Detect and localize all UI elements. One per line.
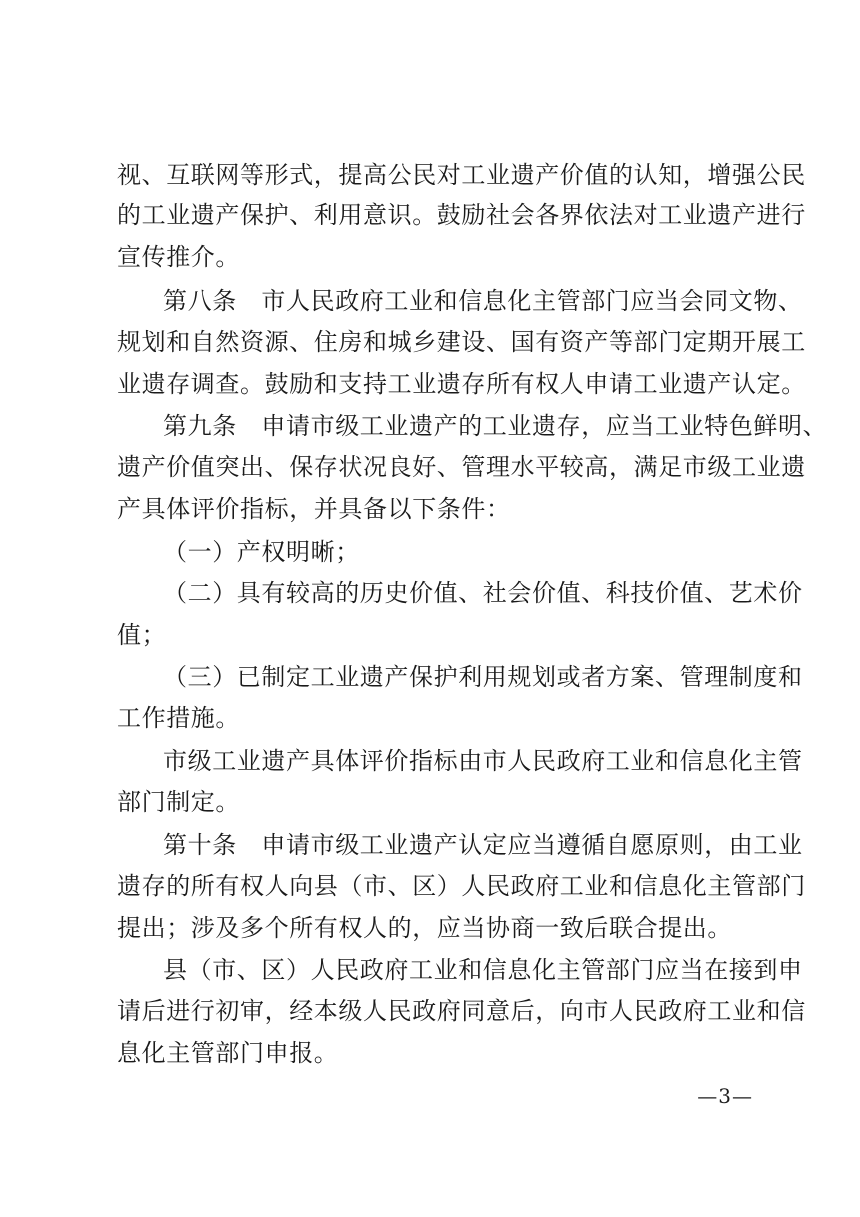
text-line: 遗存的所有权人向县（市、区）人民政府工业和信息化主管部门: [117, 872, 806, 900]
list-item-2: （二）具有较高的历史价值、社会价值、科技价值、艺术价: [163, 579, 803, 607]
text-line: 视、互联网等形式，提高公民对工业遗产价值的认知，增强公民: [117, 161, 806, 189]
paragraph-line: 县（市、区）人民政府工业和信息化主管部门应当在接到申: [163, 956, 803, 984]
text-line: 部门制定。: [117, 788, 240, 816]
article-8-heading-line: 第八条 市人民政府工业和信息化主管部门应当会同文物、: [163, 287, 803, 315]
article-9-heading-line: 第九条 申请市级工业遗产的工业遗存，应当工业特色鲜明、: [163, 412, 828, 440]
text-line: 业遗存调查。鼓励和支持工业遗存所有权人申请工业遗产认定。: [117, 370, 806, 398]
text-line: 规划和自然资源、住房和城乡建设、国有资产等部门定期开展工: [117, 328, 806, 356]
text-line: 遗产价值突出、保存状况良好、管理水平较高，满足市级工业遗: [117, 453, 806, 481]
text-line: 提出；涉及多个所有权人的，应当协商一致后联合提出。: [117, 914, 732, 942]
list-item-3: （三）已制定工业遗产保护利用规划或者方案、管理制度和: [163, 663, 803, 691]
text-line: 请后进行初审，经本级人民政府同意后，向市人民政府工业和信: [117, 997, 806, 1025]
paragraph-line: 市级工业遗产具体评价指标由市人民政府工业和信息化主管: [163, 747, 803, 775]
text-line: 息化主管部门申报。: [117, 1039, 339, 1067]
text-line: 工作措施。: [117, 704, 240, 732]
article-10-heading-line: 第十条 申请市级工业遗产认定应当遵循自愿原则，由工业: [163, 831, 803, 859]
text-line: 的工业遗产保护、利用意识。鼓励社会各界依法对工业遗产进行: [117, 201, 806, 229]
text-line: 产具体评价指标，并具备以下条件：: [117, 495, 511, 523]
text-line: 值；: [117, 621, 167, 649]
text-line: 宣传推介。: [117, 243, 240, 271]
list-item-1: （一）产权明晰；: [163, 538, 360, 566]
page-number: —3—: [697, 1084, 753, 1108]
